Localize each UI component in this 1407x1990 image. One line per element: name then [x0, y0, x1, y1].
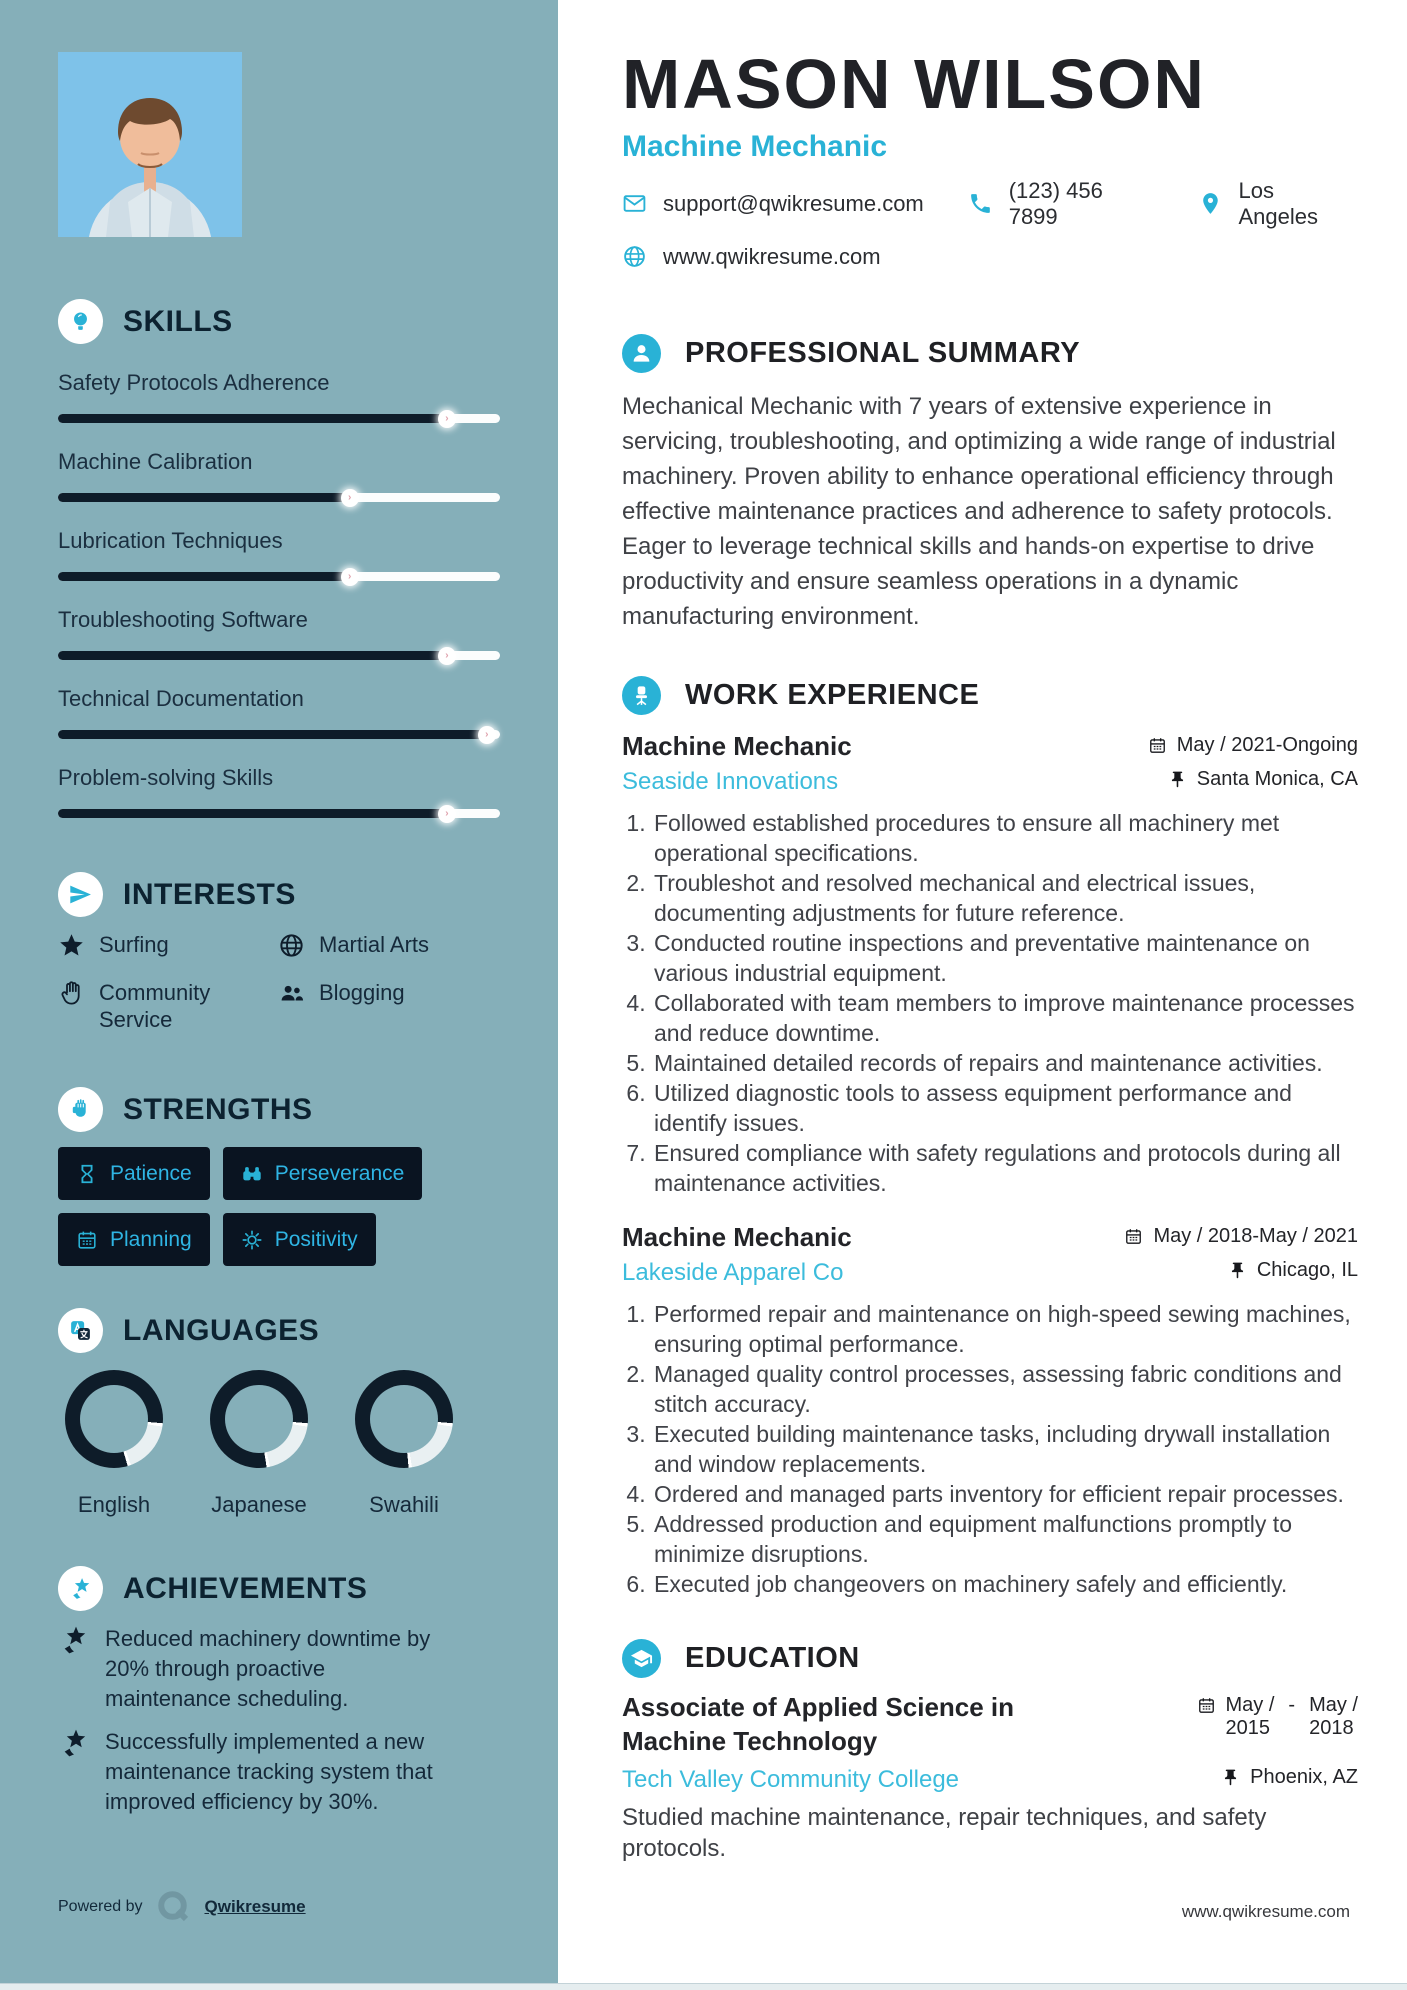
job-title: Machine Mechanic [622, 730, 852, 761]
slider-handle[interactable]: › [478, 726, 496, 744]
qwikresume-link[interactable]: Qwikresume [204, 1897, 306, 1916]
powered-by [58, 1889, 306, 1925]
calendar-icon [1148, 736, 1167, 755]
main-column [622, 0, 1358, 1864]
strength-chip [58, 1147, 210, 1200]
job-dates-text: May / 2021-Ongoing [1176, 733, 1358, 756]
experience-section [622, 676, 1358, 1599]
email-text[interactable]: support@qwikresume.com [663, 190, 924, 216]
strength-label: Planning [110, 1227, 192, 1251]
job-bullet: 3. Executed building maintenance tasks, including drywall installation and window replacements. [652, 1419, 1358, 1479]
job-bullet: 5. Addressed production and equipment malfunctions promptly to minimize disruptions. [652, 1509, 1358, 1569]
job-bullet: 2. Troubleshot and resolved mechanical and electrical issues, documenting adjustments for future reference. [652, 868, 1358, 928]
education-dates [1197, 1694, 1358, 1758]
summary-title: PROFESSIONAL SUMMARY [685, 336, 1081, 369]
skill-slider[interactable] [58, 414, 500, 423]
job-location-text: Chicago, IL [1256, 1258, 1358, 1281]
hand-icon [58, 980, 85, 1007]
achievement-text: Reduced machinery downtime by 20% through proactive maintenance scheduling. [105, 1626, 431, 1711]
job-bullet: 2. Managed quality control processes, assessing fabric conditions and stitch accuracy. [652, 1359, 1358, 1419]
education-end-date: May / 2018 [1309, 1693, 1358, 1739]
page-bottom-edge [0, 1983, 1407, 1990]
strength-chip [223, 1147, 423, 1200]
skill-row [58, 685, 500, 739]
interest-label: Surfing [99, 932, 169, 957]
interests-title: INTERESTS [123, 877, 296, 911]
calendar-icon [1197, 1696, 1216, 1715]
slider-handle[interactable]: › [438, 805, 456, 823]
skill-label: Problem-solving Skills [58, 765, 274, 790]
job-bullet-list [652, 808, 1358, 1198]
shooting-star-icon [58, 1566, 103, 1611]
paper-plane-icon [58, 872, 103, 917]
skill-slider[interactable] [58, 809, 500, 818]
summary-section [622, 334, 1358, 634]
location-item [1198, 178, 1358, 230]
language-item [209, 1370, 309, 1518]
language-donut-chart [210, 1370, 308, 1468]
strength-chip [58, 1213, 210, 1266]
strength-label: Positivity [274, 1227, 358, 1251]
interest-label: Community Service [99, 980, 211, 1032]
strengths-title: STRENGTHS [123, 1092, 313, 1126]
skill-slider[interactable] [58, 493, 500, 502]
slider-handle[interactable]: › [438, 410, 456, 428]
globe-icon [278, 932, 305, 959]
job-role: Machine Mechanic [622, 129, 888, 163]
skill-row [58, 606, 500, 660]
language-donut-chart [65, 1370, 163, 1468]
education-title: EDUCATION [685, 1641, 860, 1674]
job-title: Machine Mechanic [622, 1221, 852, 1252]
strengths-section [58, 1087, 500, 1266]
skill-label: Machine Calibration [58, 449, 253, 474]
job-location [1228, 1259, 1358, 1282]
skills-section [58, 299, 500, 818]
job-bullet: 7. Ensured compliance with safety regulations and protocols during all maintenance activities. [652, 1138, 1358, 1198]
job-entry [622, 731, 1358, 1198]
profile-photo [58, 52, 242, 237]
slider-handle[interactable]: › [438, 647, 456, 665]
job-bullet: 5. Maintained detailed records of repairs and maintenance activities. [652, 1048, 1358, 1078]
calendar-icon [76, 1229, 98, 1251]
skill-slider[interactable] [58, 572, 500, 581]
sidebar [0, 0, 558, 1983]
job-location [1168, 768, 1358, 791]
skill-row [58, 527, 500, 581]
job-bullet: 1. Performed repair and maintenance on high-speed sewing machines, ensuring optimal performance. [652, 1299, 1358, 1359]
language-donut-chart [355, 1370, 453, 1468]
shooting-star-icon [58, 1624, 90, 1656]
strength-label: Perseverance [274, 1161, 405, 1185]
skill-row [58, 369, 500, 423]
interest-item [278, 979, 500, 1033]
achievement-item [58, 1727, 500, 1817]
languages-section [58, 1308, 500, 1518]
slider-handle[interactable]: › [341, 568, 359, 586]
interest-label: Martial Arts [319, 932, 430, 957]
skill-label: Troubleshooting Software [58, 607, 308, 632]
envelope-icon [622, 191, 647, 216]
contact-row-2 [622, 244, 1358, 270]
phone-text: (123) 456 7899 [1008, 177, 1103, 229]
binoculars-icon [241, 1163, 263, 1185]
education-section [622, 1639, 1358, 1864]
skill-slider[interactable] [58, 651, 500, 660]
pushpin-icon [1168, 770, 1187, 789]
skill-label: Technical Documentation [58, 686, 304, 711]
person-icon [622, 334, 661, 373]
job-bullet: 6. Utilized diagnostic tools to assess equipment performance and identify issues. [652, 1078, 1358, 1138]
education-location-text: Phoenix, AZ [1250, 1765, 1358, 1788]
sun-icon [241, 1229, 263, 1251]
strength-label: Patience [110, 1161, 192, 1185]
translate-icon [58, 1308, 103, 1353]
achievement-item [58, 1624, 500, 1714]
job-dates [1124, 1225, 1358, 1248]
website-text[interactable]: www.qwikresume.com [663, 243, 881, 269]
job-bullet-list [652, 1299, 1358, 1599]
languages-title: LANGUAGES [123, 1313, 320, 1347]
interest-item [58, 931, 278, 959]
company-link[interactable]: Seaside Innovations [622, 767, 839, 795]
location-pin-icon [1198, 191, 1223, 216]
skill-row [58, 764, 500, 818]
education-start-date: May / 2015 [1225, 1693, 1275, 1739]
phone-icon [968, 191, 993, 216]
footer-website-link[interactable]: www.qwikresume.com [1181, 1902, 1350, 1921]
job-bullet: 6. Executed job changeovers on machinery safely and efficiently. [652, 1569, 1358, 1599]
language-label: Japanese [211, 1492, 307, 1517]
star-icon [58, 932, 85, 959]
qwikresume-logo-icon [156, 1889, 192, 1925]
experience-title: WORK EXPERIENCE [685, 678, 980, 711]
language-item [354, 1370, 454, 1518]
group-icon [278, 980, 305, 1007]
skill-label: Lubrication Techniques [58, 528, 283, 553]
degree-name: Associate of Applied Science in Machine Technology [622, 1691, 1015, 1756]
interest-item [58, 979, 278, 1033]
company-link[interactable]: Lakeside Apparel Co [622, 1258, 844, 1286]
phone-item [968, 178, 1158, 230]
office-chair-icon [622, 676, 661, 715]
interests-section [58, 872, 500, 1033]
hourglass-icon [76, 1163, 98, 1185]
education-location [1221, 1766, 1358, 1789]
summary-text: Mechanical Mechanic with 7 years of extensive experience in servicing, troubleshooting, and optimizing a wide range of industrial machinery. Proven ability to enhance operational efficiency through effective maintenance practices and adherence to safety protocols. Eager to leverage technical skills and hands-on expertise to drive productivity and ensure seamless operations in a dynamic manufacturing environment. [622, 392, 1336, 630]
date-separator: - [1288, 1693, 1296, 1716]
language-label: English [77, 1492, 151, 1517]
skill-label: Safety Protocols Adherence [58, 370, 330, 395]
job-dates-text: May / 2018-May / 2021 [1153, 1224, 1358, 1247]
interest-label: Blogging [319, 980, 405, 1005]
graduation-cap-icon [622, 1639, 661, 1678]
job-dates [1148, 734, 1358, 757]
achievements-section [58, 1566, 500, 1817]
job-bullet: 4. Collaborated with team members to improve maintenance processes and reduce downtime. [652, 988, 1358, 1048]
pushpin-icon [1228, 1261, 1247, 1280]
powered-by-label: Powered by [58, 1898, 143, 1915]
interest-item [278, 931, 500, 959]
language-label: Swahili [369, 1492, 439, 1517]
education-description: Studied machine maintenance, repair techniques, and safety protocols. [622, 1803, 1267, 1862]
school-link[interactable]: Tech Valley Community College [622, 1765, 960, 1793]
job-bullet: 4. Ordered and managed parts inventory for efficient repair processes. [652, 1479, 1358, 1509]
contact-row-1 [622, 178, 1358, 230]
globe-icon [622, 244, 647, 269]
job-location-text: Santa Monica, CA [1196, 767, 1358, 790]
candidate-name: MASON WILSON [622, 45, 1206, 123]
website-item [622, 244, 881, 270]
shooting-star-icon [58, 1727, 90, 1759]
language-item [64, 1370, 164, 1518]
strength-chip [223, 1213, 376, 1266]
email-item [622, 191, 924, 217]
location-text: Los Angeles [1238, 177, 1318, 229]
skill-slider[interactable] [58, 730, 500, 739]
portrait-illustration [58, 52, 242, 237]
calendar-icon [1124, 1227, 1143, 1246]
job-bullet: 3. Conducted routine inspections and preventative maintenance on various industrial equipment. [652, 928, 1358, 988]
skills-title: SKILLS [123, 304, 233, 338]
slider-handle[interactable]: › [341, 489, 359, 507]
skill-row [58, 448, 500, 502]
achievements-title: ACHIEVEMENTS [123, 1571, 368, 1605]
pushpin-icon [1221, 1768, 1240, 1787]
fist-icon [58, 1087, 103, 1132]
job-bullet: 1. Followed established procedures to ensure all machinery met operational specifications. [652, 808, 1358, 868]
lightbulb-icon [58, 299, 103, 344]
achievement-text: Successfully implemented a new maintenance tracking system that improved efficiency by 30%. [105, 1729, 433, 1814]
job-entry [622, 1222, 1358, 1599]
